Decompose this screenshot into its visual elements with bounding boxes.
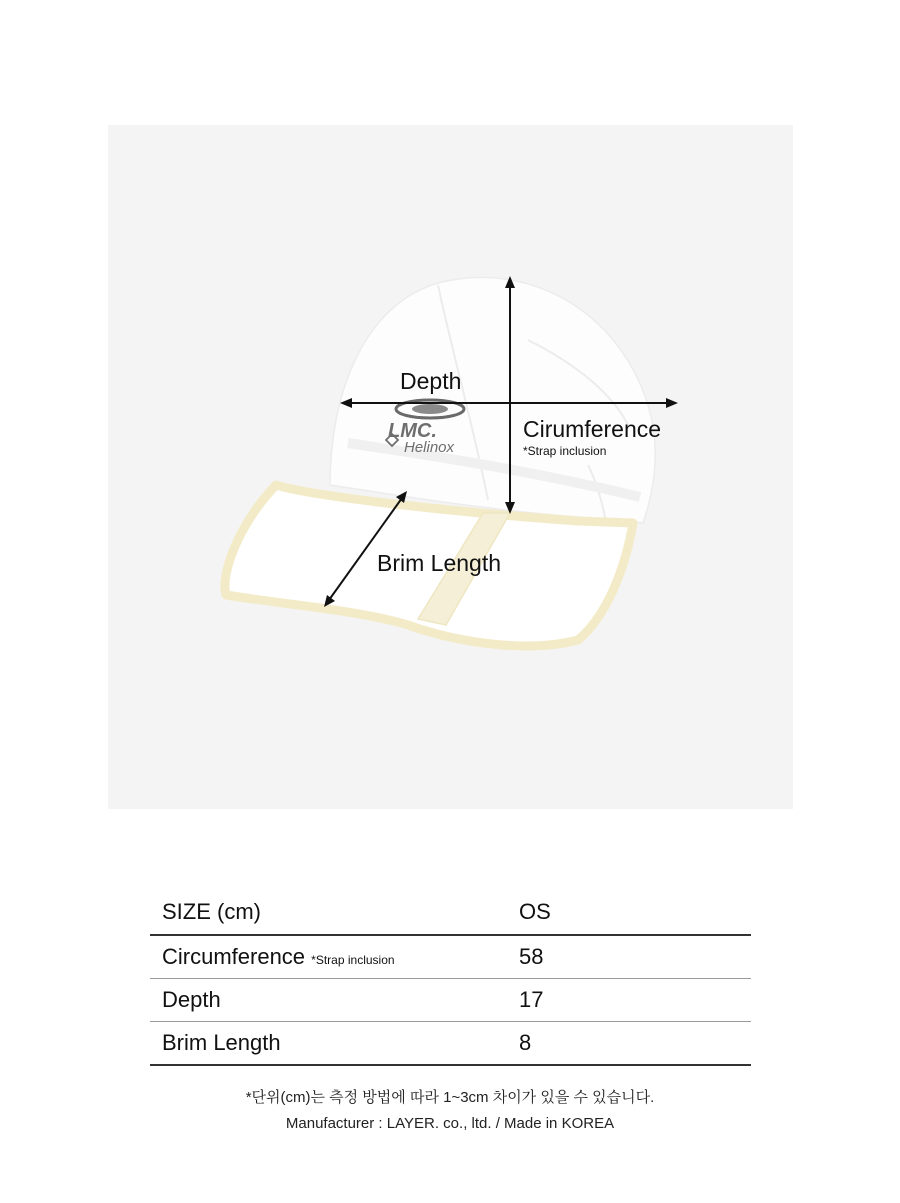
size-table <box>150 890 751 1066</box>
size-table-header <box>150 890 751 935</box>
size-header-label: SIZE (cm) <box>150 890 519 935</box>
svg-text:Helinox: Helinox <box>404 439 455 456</box>
row-value: 58 <box>519 935 751 979</box>
row-value: 17 <box>519 979 751 1022</box>
size-header-value: OS <box>519 890 751 935</box>
cap-measurement-diagram <box>108 125 793 809</box>
row-label: Depth <box>150 979 519 1022</box>
manufacturer-info: Manufacturer : LAYER. co., ltd. / Made in KOREA <box>285 1115 615 1132</box>
table-row <box>150 979 751 1022</box>
row-value: 8 <box>519 1022 751 1066</box>
product-image-panel <box>108 125 793 809</box>
circumference-note: *Strap inclusion <box>523 444 607 458</box>
depth-label: Depth <box>400 368 462 394</box>
row-note: *Strap inclusion <box>311 953 395 967</box>
arrowhead-right <box>666 398 678 408</box>
row-label-cell <box>150 935 519 979</box>
table-row <box>150 1022 751 1066</box>
circumference-label: Cirumference <box>523 416 662 442</box>
table-row <box>150 935 751 979</box>
row-label: Brim Length <box>150 1022 519 1066</box>
row-label: Circumference <box>162 944 306 969</box>
svg-text:LMC.: LMC. <box>388 420 437 442</box>
brim-length-label: Brim Length <box>377 550 502 576</box>
measurement-disclaimer: *단위(cm)는 측정 방법에 따라 1~3cm 차이가 있을 수 있습니다. <box>245 1089 655 1106</box>
